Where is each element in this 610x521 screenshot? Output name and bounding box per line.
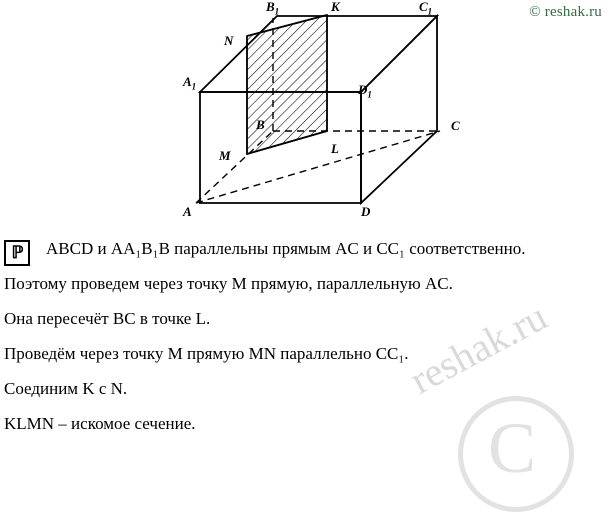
fig-label-C1: $C_1$ [419, 0, 433, 17]
fig-label-D1: $D_1$ [358, 82, 372, 100]
solution-paragraph-2 [0, 273, 610, 294]
fig-label-C: C [451, 118, 460, 133]
solution-paragraph-4 [0, 343, 610, 364]
fig-label-A1: $A_1$ [183, 74, 197, 92]
solution-paragraph-3 [0, 308, 610, 329]
fig-label-N: N [224, 33, 234, 48]
paragraph-1-text: ABCD и AA₁B₁B параллельны прямым AC и CC₁ соответственно. [46, 239, 526, 258]
fig-label-M: M [219, 148, 231, 163]
fig-label-A: A [183, 204, 192, 219]
watermark-large-text: reshak.ru [402, 293, 555, 403]
paragraph-5-text: Соединим K с N. [4, 379, 128, 398]
watermark-top-right: © reshak.ru [529, 4, 602, 20]
solution-paragraph-5 [0, 378, 610, 399]
fig-label-L: L [331, 141, 339, 156]
paragraph-6-text: KLMN – искомое сечение. [4, 414, 196, 433]
fig-label-B: B [256, 117, 265, 132]
fig-label-B1: $B_1$ [266, 0, 280, 17]
geometry-figure [0, 0, 610, 232]
paragraph-3-text: Она пересечёт BC в точке L. [4, 309, 211, 328]
paragraph-4-text: Проведём через точку M прямую MN параллельно CC₁. [4, 344, 409, 363]
solution-paragraph-1 [0, 238, 610, 259]
solution-text [0, 238, 610, 448]
cuboid-svg [0, 0, 610, 232]
watermark-copyright-letter: C [488, 408, 537, 488]
solution-paragraph-6 [0, 413, 610, 434]
fig-label-K: K [331, 0, 340, 14]
fig-label-D: D [361, 204, 371, 219]
reshak-logo-icon: ℙ [4, 240, 30, 266]
paragraph-2-text: Поэтому проведем через точку M прямую, параллельную AC. [4, 274, 453, 293]
